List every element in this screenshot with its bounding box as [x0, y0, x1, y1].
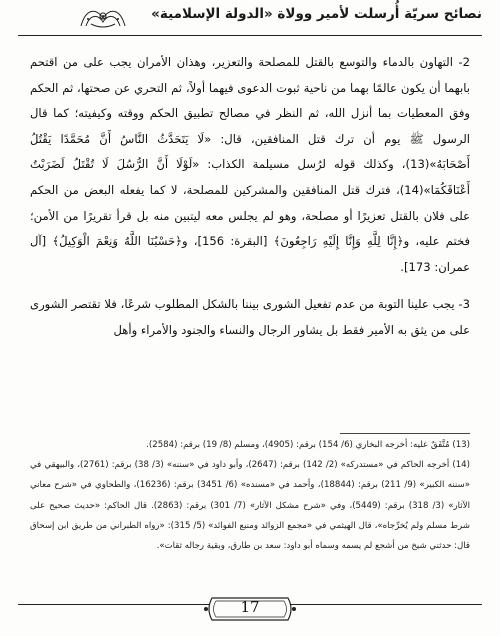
- footnote-13: (13) مُتَّفَقٌ عليه: أخرجه البخاري (6/ 154) برقم: (4905)، ومسلم (8/ 19) برقم: (2584).: [146, 440, 470, 450]
- page-header: [18, 4, 482, 32]
- footnotes: [30, 435, 470, 556]
- paragraph-2: 2- التهاون بالدماء والتوسع بالقتل للمصلحة والتعزير، وهذان الأمران يجب على من اقتحم بابهما أن يكون عالمًا بهما من ناحية ثبوت الدعوى فيهما أولاً، ثم التحري عن صحتها، ثم الحكم وفق المعطيات بما أنزل الله، ثم النظر في مصالح تطبيق الحكم ووقته وكيفيته؛ كما قال الرسول ﷺ يوم أن ترك قتل المنافقين، قال: «لَا يَتَحَدَّثُ النَّاسُ أَنَّ مُحَمَّدًا يَقْتُلُ أَصْحَابَهُ»(13)، وكذلك قوله لرُسل مسيلمة الكذاب: «لَوْلَا أَنَّ الرُّسُلَ لَا تُقْتَلُ لَضَرَبْتُ أَعْنَاقَكُمَا»(14)، فترك قتل المنافقين والمشركين للمصلحة، لا كما يفعله البعض من الحكم على فلان بالقتل تعزيرًا أو مصلحة، وهو لم يجلس معه ليتبين منه بل قرأ تقريرًا من الأمن؛ فختم عليه، و﴿إِنَّا لِلَّهِ وَإِنَّا إِلَيْهِ رَاجِعُونَ﴾ [البقرة: 156]، و﴿حَسْبُنَا اللَّهُ وَنِعْمَ الْوَكِيلُ﴾ [آل عمران: 173].: [30, 55, 470, 274]
- page-number-frame: [202, 592, 298, 626]
- page-footer: [18, 592, 482, 630]
- ornament-icon: [78, 4, 128, 32]
- page-number: 17: [240, 598, 260, 616]
- header-divider: [18, 35, 482, 36]
- main-text: [30, 50, 470, 344]
- footnote-divider: [340, 433, 470, 434]
- paragraph-3: 3- يجب علينا التوبة من عدم تفعيل الشورى بيننا بالشكل المطلوب شرعًا، فلا تقتصر الشورى على من يثق به الأمير فقط بل يشاور الرجال والنساء والجنود والأمراء وأهل: [30, 297, 470, 337]
- footnote-14: (14) أخرجه الحاكم في «مستدركه» (2/ 142) برقم: (2647)، وأبو داود في «سننه» (3/ 38) برقم: (2761)، والبيهقي في «سننه الكبير» (9/ 211) برقم: (18844)، وأحمد في «مسنده» (6/ 3451) برقم: (16236)، والطحاوي في «شرح معاني الآثار» (3/ 318) برقم: (5449)، وفي «شرح مشكل الآثار» (7/ 301) برقم: (2863). قال الحاكم: «حديث صحيح على شرط مسلم ولم يُخرِّجاه»، قال الهيثمي في «مجمع الزوائد ومنبع الفوائد» (5/ 315): «رواه الطبراني من طريق ابن إسحاق قال: حدثني شيخ من أشجع لم يسمه وسماه أبو داود: سعد بن طارق، وبقية رجاله ثقات».: [30, 460, 471, 552]
- running-title: نصائح سريّة أُرسلت لأمير وولاة «الدولة الإسلامية»: [151, 6, 482, 22]
